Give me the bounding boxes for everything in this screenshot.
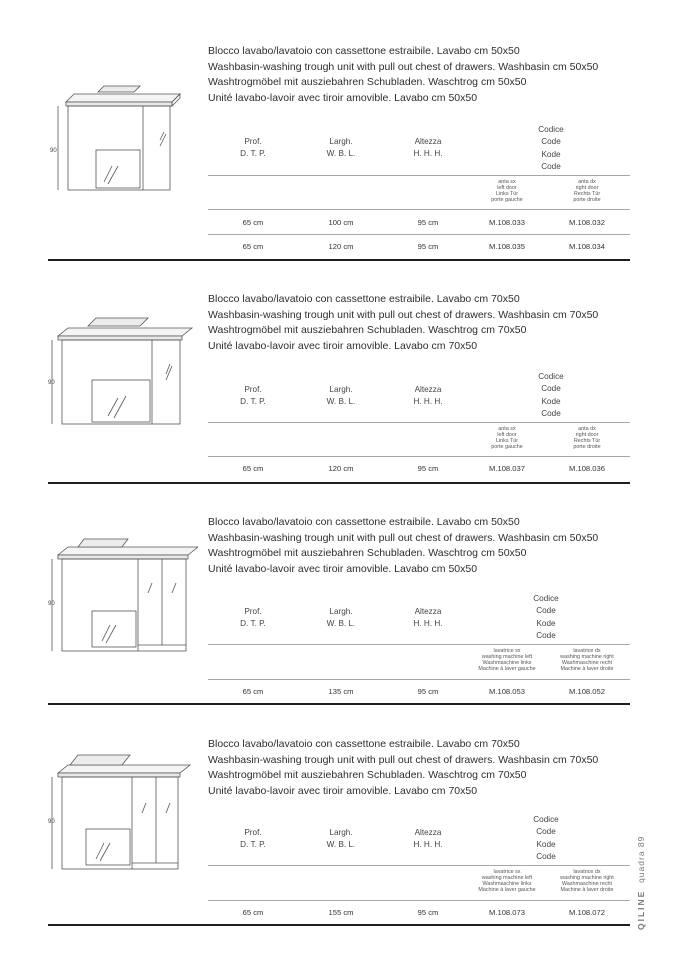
width-value: 120 cm (328, 464, 354, 473)
section-rule (48, 482, 630, 484)
code-left-value: M.108.073 (489, 908, 525, 917)
description-line-fr: Unité lavabo-lavoir avec tiroir amovible. Lavabo cm 50x50 (208, 562, 478, 575)
description-line-fr: Unité lavabo-lavoir avec tiroir amovible. Lavabo cm 70x50 (208, 339, 478, 352)
variant-note-left: anta sx left door Links Tür porte gauche (491, 179, 523, 203)
code-header: Codice Code Kode Code (533, 594, 559, 641)
description-line-de: Washtrogmöbel mit ausziebahren Schubladen. Waschtrog cm 50x50 (208, 547, 527, 560)
variant-note-right: lavatrice dx washing machine right Washmaschine recht Machine à laver droite (560, 648, 614, 672)
code-left-value: M.108.035 (489, 242, 525, 251)
depth-value: 65 cm (242, 908, 264, 917)
depth-header: Prof. D. T. P. (240, 137, 266, 159)
code-header: Codice Code Kode Code (533, 815, 559, 862)
height-value: 95 cm (417, 242, 439, 251)
page-number: 89 (636, 835, 646, 848)
height-header: Altezza H. H. H. (413, 137, 443, 159)
height-header: Altezza H. H. H. (413, 607, 443, 629)
variant-note-right: lavatrice dx washing machine right Washmaschine recht Machine à laver droite (560, 869, 614, 893)
table-divider (208, 456, 630, 457)
cabinet-drawing (48, 743, 198, 883)
description-line-fr: Unité lavabo-lavoir avec tiroir amovible. Lavabo cm 70x50 (208, 784, 478, 797)
variant-note-right: anta dx right door Rechts Tür porte droite (573, 179, 601, 203)
variant-note-left: lavatrice sx washing machine left Washmaschine links Machine à laver gauche (478, 648, 536, 672)
depth-value: 65 cm (242, 218, 264, 227)
width-value: 135 cm (328, 687, 354, 696)
product-description (208, 515, 598, 577)
description-line-en: Washbasin-washing trough unit with pull out chest of drawers. Washbasin cm 70x50 (208, 308, 599, 321)
height-dimension-label: 90 (48, 380, 55, 386)
code-right-value: M.108.052 (569, 687, 605, 696)
description-line-en: Washbasin-washing trough unit with pull out chest of drawers. Washbasin cm 50x50 (208, 531, 599, 544)
description-line-en: Washbasin-washing trough unit with pull out chest of drawers. Washbasin cm 70x50 (208, 753, 599, 766)
page-footer (636, 820, 646, 930)
height-value: 95 cm (417, 687, 439, 696)
product-section (48, 737, 630, 933)
description-line-it: Blocco lavabo/lavatoio con cassettone estraibile. Lavabo cm 50x50 (208, 516, 520, 528)
product-description (208, 737, 598, 799)
description-line-en: Washbasin-washing trough unit with pull out chest of drawers. Washbasin cm 50x50 (208, 60, 599, 73)
description-line-de: Washtrogmöbel mit ausziebahren Schubladen. Waschtrog cm 70x50 (208, 769, 527, 782)
height-value: 95 cm (417, 218, 439, 227)
height-value: 95 cm (417, 464, 439, 473)
table-divider (208, 679, 630, 680)
code-right-value: M.108.034 (569, 242, 605, 251)
product-description (208, 44, 598, 106)
description-line-it: Blocco lavabo/lavatoio con cassettone estraibile. Lavabo cm 70x50 (208, 738, 520, 750)
width-value: 155 cm (328, 908, 354, 917)
height-header: Altezza H. H. H. (413, 828, 443, 850)
series-name: quadra (636, 850, 646, 883)
code-right-value: M.108.072 (569, 908, 605, 917)
description-line-it: Blocco lavabo/lavatoio con cassettone estraibile. Lavabo cm 50x50 (208, 45, 520, 57)
section-rule (48, 924, 630, 926)
code-header: Codice Code Kode Code (538, 372, 564, 419)
description-line-it: Blocco lavabo/lavatoio con cassettone estraibile. Lavabo cm 70x50 (208, 293, 520, 305)
description-line-de: Washtrogmöbel mit ausziebahren Schubladen. Waschtrog cm 70x50 (208, 324, 527, 337)
code-left-value: M.108.037 (489, 464, 525, 473)
code-left-value: M.108.053 (489, 687, 525, 696)
height-dimension-label: 90 (48, 601, 55, 607)
width-header: Largh. W. B. L. (326, 828, 356, 850)
table-divider (208, 422, 630, 423)
depth-header: Prof. D. T. P. (240, 607, 266, 629)
product-section (48, 44, 630, 264)
height-dimension-label: 90 (50, 148, 57, 154)
product-description (208, 292, 598, 354)
height-dimension-label: 90 (48, 819, 55, 825)
width-header: Largh. W. B. L. (326, 385, 356, 407)
cabinet-drawing (48, 300, 198, 440)
height-header: Altezza H. H. H. (413, 385, 443, 407)
cabinet-drawing (48, 525, 198, 665)
brand-logo: QILINE (636, 889, 646, 930)
table-divider (208, 900, 630, 901)
depth-value: 65 cm (242, 687, 264, 696)
width-value: 100 cm (328, 218, 354, 227)
description-line-de: Washtrogmöbel mit ausziebahren Schubladen. Waschtrog cm 50x50 (208, 76, 527, 89)
product-section (48, 515, 630, 711)
cabinet-drawing (48, 62, 198, 202)
width-header: Largh. W. B. L. (326, 607, 356, 629)
code-left-value: M.108.033 (489, 218, 525, 227)
code-header: Codice Code Kode Code (538, 125, 564, 172)
depth-header: Prof. D. T. P. (240, 828, 266, 850)
width-value: 120 cm (328, 242, 354, 251)
table-divider (208, 209, 630, 210)
description-line-fr: Unité lavabo-lavoir avec tiroir amovible. Lavabo cm 50x50 (208, 91, 478, 104)
section-rule (48, 703, 630, 705)
depth-value: 65 cm (242, 242, 264, 251)
table-divider (208, 644, 630, 645)
variant-note-right: anta dx right door Rechts Tür porte droite (573, 426, 601, 450)
table-divider (208, 234, 630, 235)
width-header: Largh. W. B. L. (326, 137, 356, 159)
table-divider (208, 865, 630, 866)
depth-header: Prof. D. T. P. (240, 385, 266, 407)
section-rule (48, 259, 630, 261)
product-section (48, 292, 630, 488)
table-divider (208, 175, 630, 176)
code-right-value: M.108.036 (569, 464, 605, 473)
height-value: 95 cm (417, 908, 439, 917)
variant-note-left: lavatrice sx washing machine left Washmaschine links Machine à laver gauche (478, 869, 536, 893)
code-right-value: M.108.032 (569, 218, 605, 227)
variant-note-left: anta sx left door Links Tür porte gauche (491, 426, 523, 450)
depth-value: 65 cm (242, 464, 264, 473)
